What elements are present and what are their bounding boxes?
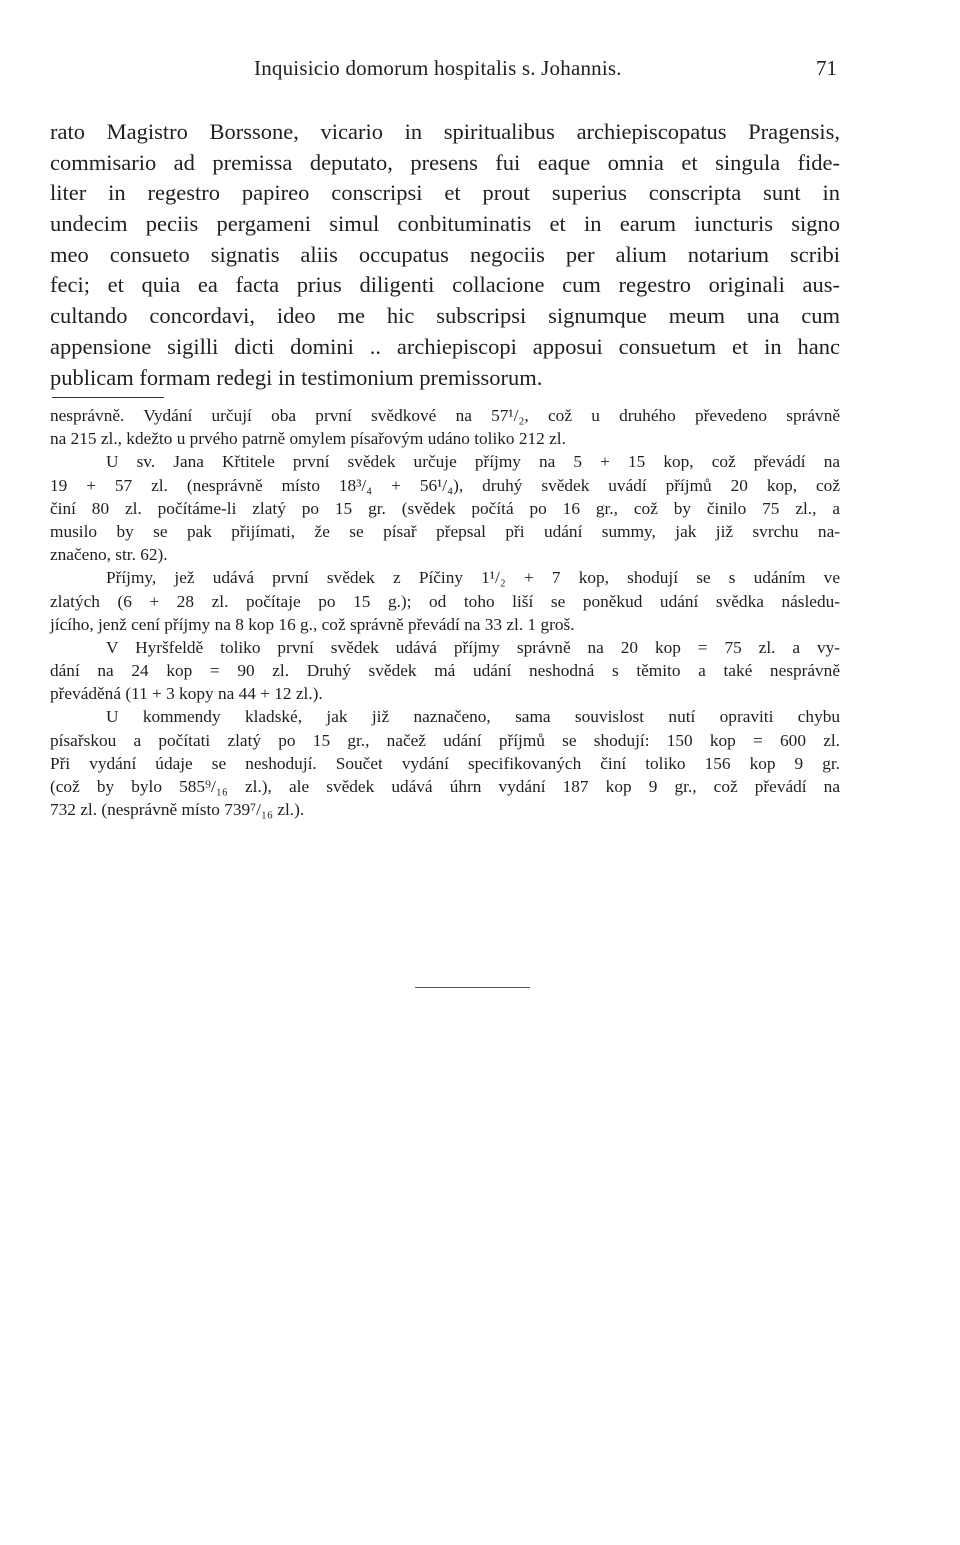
end-rule	[415, 987, 530, 988]
text-line: feci; et quia ea facta prius diligenti collacione cum regestro originali aus-	[50, 272, 840, 298]
note-line: (což by bylo 585⁹/₁₆ zl.), ale svědek udává úhrn vydání 187 kop 9 gr., což převádí na	[50, 777, 840, 796]
note-line: Při vydání údaje se neshodují. Součet vydání specifikovaných činí toliko 156 kop 9 gr.	[50, 753, 840, 773]
running-title: Inquisicio domorum hospitalis s. Johannis.	[254, 56, 622, 80]
footnotes	[50, 404, 840, 821]
note-line: dání na 24 kop = 90 zl. Druhý svědek má udání neshodná s těmito a také nesprávně	[50, 661, 840, 681]
page-number: 71	[816, 56, 837, 80]
note-line: U sv. Jana Křtitele první svědek určuje příjmy na 5 + 15 kop, což převádí na	[106, 452, 840, 472]
text-line: appensione sigilli dicti domini .. archiepiscopi apposui consuetum et in hanc	[50, 333, 840, 359]
main-latin-text	[50, 117, 840, 393]
text-line: undecim peciis pergameni simul conbituminatis et in earum iuncturis signo	[50, 211, 840, 237]
note-line: zlatých (6 + 28 zl. počítaje po 15 g.); od toho liší se poněkud udání svědka následu-	[50, 591, 840, 611]
note-line: nesprávně. Vydání určují oba první svědkové na 57¹/₂, což u druhého převedeno správně	[50, 406, 840, 425]
note-line: písařskou a počítati zlatý po 15 gr., načež udání příjmů se shodují: 150 kop = 600 zl.	[50, 730, 840, 750]
note-line: jícího, jenž cení příjmy na 8 kop 16 g., což správně převádí na 33 zl. 1 groš.	[50, 614, 575, 634]
note-line: na 215 zl., kdežto u prvého patrně omylem písařovým udáno toliko 212 zl.	[50, 429, 566, 449]
text-line: commisario ad premissa deputato, presens fui eaque omnia et singula fide-	[50, 149, 840, 175]
text-line: cultando concordavi, ideo me hic subscripsi signumque meum una cum	[50, 303, 840, 329]
note-line: Příjmy, jež udává první svědek z Píčiny 1¹/₂ + 7 kop, shodují se s udáním ve	[106, 568, 840, 588]
text-line: publicam formam redegi in testimonium premissorum.	[50, 364, 543, 390]
note-line: U kommendy kladské, jak již naznačeno, sama souvislost nutí opraviti chybu	[106, 707, 840, 727]
note-line: převáděná (11 + 3 kopy na 44 + 12 zl.).	[50, 684, 323, 704]
note-line: činí 80 zl. počítáme-li zlatý po 15 gr. (svědek počítá po 16 gr., což by činilo 75 zl., a	[50, 498, 840, 518]
page-header	[0, 56, 960, 86]
text-line: meo consueto signatis aliis occupatus negociis per alium notarium scribi	[50, 241, 840, 267]
note-line: V Hyršfeldě toliko první svědek udává příjmy správně na 20 kop = 75 zl. a vy-	[106, 637, 840, 657]
note-line: značeno, str. 62).	[50, 545, 168, 565]
note-line: musilo by se pak přijímati, že se písař přepsal při udání summy, jak již svrchu na-	[50, 521, 840, 541]
note-line: 732 zl. (nesprávně místo 739⁷/₁₆ zl.).	[50, 800, 305, 820]
text-line: liter in regestro papireo conscripsi et prout superius conscripta sunt in	[50, 180, 840, 206]
note-line: 19 + 57 zl. (nesprávně místo 18³/₄ + 56¹/₄), druhý svědek uvádí příjmů 20 kop, což	[50, 475, 840, 495]
footnote-separator	[52, 397, 164, 398]
text-line: rato Magistro Borssone, vicario in spiritualibus archiepiscopatus Pragensis,	[50, 119, 840, 144]
